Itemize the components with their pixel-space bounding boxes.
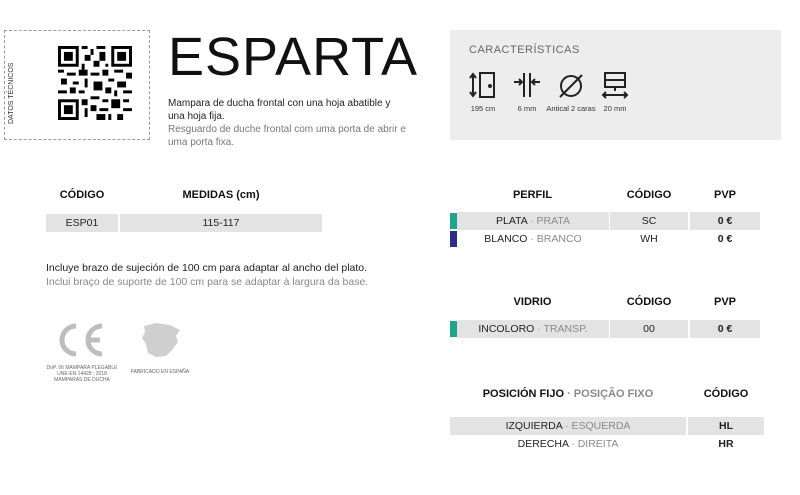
profile-row-white-code: WH [640,233,658,245]
profile-row-silver-price: 0 € [690,212,760,230]
feature-adjustment-label: 20 mm [603,104,627,113]
ce-mark-icon [52,320,108,360]
feature-antical-label: Antical 2 caras [546,104,596,113]
position-row-right-name: DERECHA · DIREITA [517,438,619,450]
glass-thickness-icon [512,70,542,100]
feature-adjustment [590,70,640,113]
profile-row-silver-name: PLATA · PRATA [457,212,609,230]
height-icon [468,70,498,100]
profile-swatch-silver [450,213,457,229]
feature-antical [546,70,596,113]
glass-row-price: 0 € [690,320,760,338]
note-es: Incluye brazo de sujeción de 100 cm para adaptar al ancho del plato. [46,262,368,274]
description-pt: Resguardo de duche frontal com uma porta de abrir e uma porta fixa. [168,124,406,148]
profile-header-price: PVP [713,189,736,201]
position-row-left-name: IZQUIERDA · ESQUERDA [450,417,686,435]
position-header-name: POSICIÓN FIJO · POSIÇÃO FIXO [482,388,654,400]
position-row-left-code: HL [688,417,764,435]
glass-row-name: INCOLORO · TRANSP. [457,320,609,338]
glass-header-code: CÓDIGO [626,296,672,308]
glass-header-price: PVP [713,296,736,308]
qr-code-icon[interactable] [58,46,132,120]
qr-side-label: DATOS TÉCNICOS [8,62,15,124]
position-header-code: CÓDIGO [703,388,749,400]
glass-header-name: VIDRIO [513,296,552,308]
profile-row-silver-code: SC [610,212,688,230]
glass-row-code: 00 [610,320,688,338]
spain-map-icon [140,320,184,360]
description-es: Mampara de ducha frontal con una hoja abatible y una hoja fija. [168,98,391,122]
codes-cell-size: 115-117 [120,214,322,232]
anti-limescale-icon [556,70,586,100]
product-title: ESPARTA [168,27,419,87]
qr-side-label-wrap [8,44,22,124]
codes-header-size: MEDIDAS (cm) [182,189,260,201]
position-row-right-code: HR [718,438,734,450]
profile-header-name: PERFIL [512,189,553,201]
codes-header-code: CÓDIGO [59,189,105,201]
codes-cell-code: ESP01 [46,214,118,232]
profile-row-white-price: 0 € [717,233,733,245]
profile-swatch-white [450,231,457,247]
feature-thickness [502,70,552,113]
profile-header-code: CÓDIGO [626,189,672,201]
certification-text: DoP. 06 MAMPARA PLEGABLE UNE-EN 14428 : 2018 MAMPARAS DE DUCHA [46,365,118,383]
profile-row-white-name: BLANCO · BRANCO [484,233,582,245]
feature-height [458,70,508,113]
feature-height-label: 195 cm [470,104,496,113]
adjustment-icon [600,70,630,100]
features-title: CARACTERÍSTICAS [469,44,580,56]
note-pt: Inclui braço de suporte de 100 cm para se adaptar à largura da base. [46,276,369,288]
glass-swatch [450,321,457,337]
made-in-text: FABRICADO EN ESPAÑA [130,369,190,375]
feature-thickness-label: 6 mm [517,104,537,113]
